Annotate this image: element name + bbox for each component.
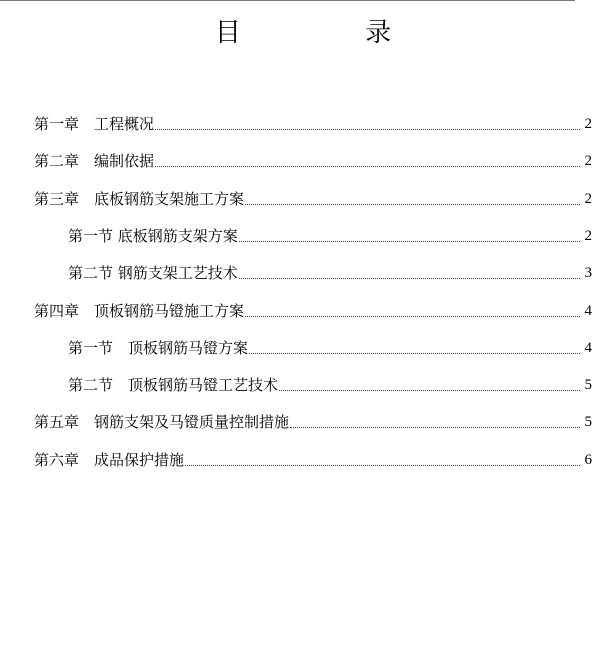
toc-entry-label: 第六章 成品保护措施: [34, 451, 185, 469]
toc-entry-label: 第一节 顶板钢筋马镫方案: [68, 339, 249, 357]
toc-page-number: 5: [584, 414, 592, 430]
toc-entry-chapter[interactable]: [34, 185, 592, 209]
toc-dot-leader: [290, 426, 580, 428]
toc-page-number: 2: [584, 191, 592, 207]
toc-dot-leader: [155, 128, 580, 130]
toc-entry-chapter[interactable]: [34, 297, 592, 321]
toc-dot-leader: [279, 389, 580, 391]
toc-entry-chapter[interactable]: [34, 147, 592, 171]
toc-page-number: 4: [584, 340, 592, 356]
toc-page-number: 2: [584, 153, 592, 169]
toc-page-number: 5: [584, 377, 592, 393]
toc-page-number: 4: [584, 303, 592, 319]
toc-dot-leader: [155, 165, 580, 167]
toc-entry-label: 第一节 底板钢筋支架方案: [68, 227, 238, 245]
toc-entry-chapter[interactable]: [34, 110, 592, 134]
toc-dot-leader: [249, 352, 580, 354]
toc-page-number: 3: [584, 265, 592, 281]
toc-dot-leader: [239, 240, 580, 242]
toc-dot-leader: [245, 315, 580, 317]
toc-page-number: 2: [584, 116, 592, 132]
toc-entry-label: 第三章 底板钢筋支架施工方案: [34, 190, 245, 208]
toc-dot-leader: [185, 464, 580, 466]
toc-entry-chapter[interactable]: [34, 446, 592, 470]
toc-entry-label: 第四章 顶板钢筋马镫施工方案: [34, 302, 245, 320]
toc-entry-label: 第二节 钢筋支架工艺技术: [68, 264, 238, 282]
toc-page-number: 2: [584, 228, 592, 244]
toc-entry-label: 第二节 顶板钢筋马镫工艺技术: [68, 376, 279, 394]
toc-entry-label: 第五章 钢筋支架及马镫质量控制措施: [34, 413, 290, 431]
toc-page-number: 6: [584, 452, 592, 468]
toc-entry-section[interactable]: [68, 371, 592, 395]
toc-dot-leader: [245, 203, 580, 205]
toc-entry-section[interactable]: [68, 334, 592, 358]
toc-entry-section[interactable]: [68, 259, 592, 283]
toc-entry-label: 第二章 编制依据: [34, 152, 155, 170]
toc-entry-chapter[interactable]: [34, 408, 592, 432]
toc-entry-label: 第一章 工程概况: [34, 115, 155, 133]
page-title: 目 录: [214, 18, 450, 48]
toc-entry-section[interactable]: [68, 222, 592, 246]
toc-dot-leader: [239, 277, 580, 279]
header-rule: [0, 0, 575, 1]
